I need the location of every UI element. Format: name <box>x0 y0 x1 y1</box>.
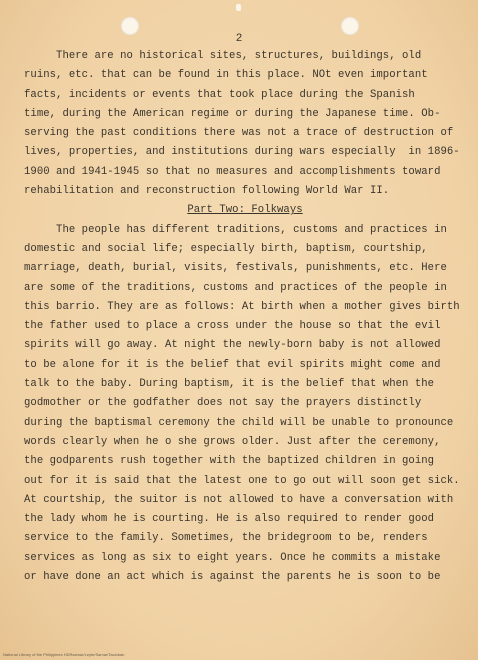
text-line: rehabilitation and reconstruction following World War II. <box>24 185 390 198</box>
section-heading: Part Two: Folkways <box>187 204 303 217</box>
text-line: services as long as six to eight years. Once he commits a mistake <box>24 551 441 564</box>
text-line: time, during the American regime or during the Japanese time. Ob- <box>24 107 441 120</box>
text-line: serving the past conditions there was not a trace of destruction of <box>24 127 454 140</box>
text-line: marriage, death, burial, visits, festivals, punishments, etc. Here <box>24 262 447 275</box>
text-line: domestic and social life; especially birth, baptism, courtship, <box>24 242 428 255</box>
text-line: the lady whom he is courting. He is also required to render good <box>24 513 435 526</box>
text-line: are some of the traditions, customs and practices of the people in <box>24 281 447 294</box>
text-line: spirits will go away. At night the newly-born baby is not allowed <box>24 339 441 352</box>
text-line: the godparents rush together with the baptized children in going <box>24 455 435 468</box>
text-line: At courtship, the suitor is not allowed to have a conversation with <box>24 493 454 506</box>
text-line: facts, incidents or events that took place during the Spanish <box>24 88 415 101</box>
archive-footer: National Library of the Philippines HDRsamar/Leyte/Samar/Tacloban <box>3 652 125 657</box>
text-line: lives, properties, and institutions during wars especially in 1896- <box>24 146 460 159</box>
text-line: service to the family. Sometimes, the bridegroom to be, renders <box>24 532 428 545</box>
text-line: talk to the baby. During baptism, it is the belief that when the <box>24 378 435 391</box>
text-line: this barrio. They are as follows: At birth when a mother gives birth <box>24 300 460 313</box>
text-line: out for it is said that the latest one to go out will soon get sick. <box>24 474 460 487</box>
text-line: godmother or the godfather does not say the prayers distinctly <box>24 397 422 410</box>
text-line: or have done an act which is against the parents he is soon to be <box>24 571 441 584</box>
text-line: during the baptismal ceremony the child will be unable to pronounce <box>24 416 454 429</box>
document-body <box>24 47 466 587</box>
text-line: The people has different traditions, customs and practices in <box>24 223 447 236</box>
page-top-mark <box>236 4 241 11</box>
text-line: the father used to place a cross under the house so that the evil <box>24 320 441 333</box>
text-line: words clearly when he o she grows older. Just after the ceremony, <box>24 435 441 448</box>
text-line: ruins, etc. that can be found in this place. NOt even important <box>24 69 428 82</box>
page-number: 2 <box>235 33 243 45</box>
text-line: 1900 and 1941-1945 so that no measures and accomplishments toward <box>24 165 441 178</box>
section-heading-line <box>24 201 466 220</box>
text-line: to be alone for it is the belief that evil spirits might come and <box>24 358 441 371</box>
text-line: There are no historical sites, structures, buildings, old <box>24 50 422 62</box>
